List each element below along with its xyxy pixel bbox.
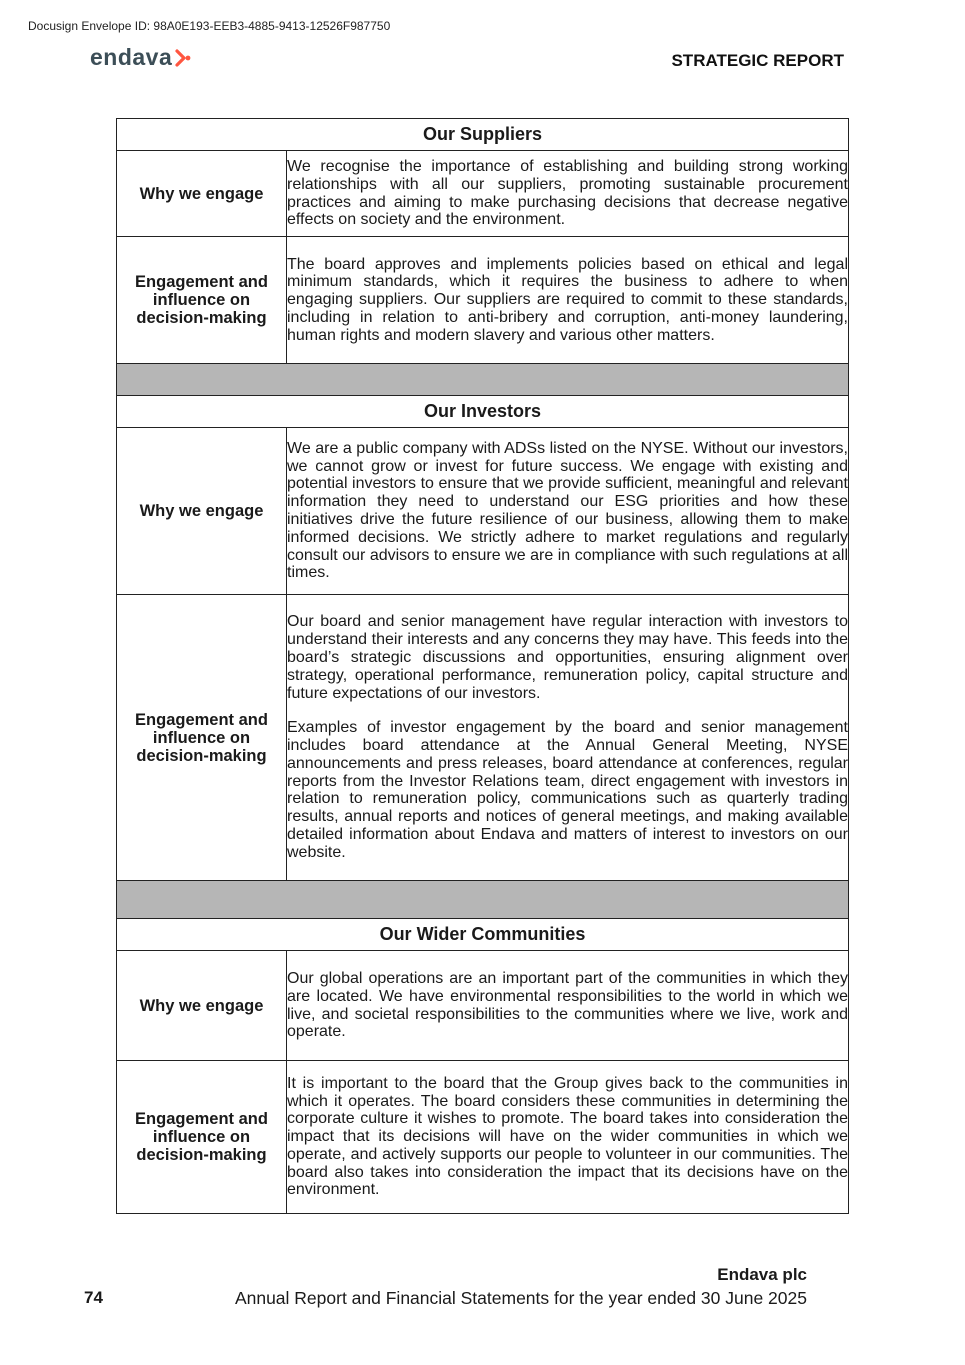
endava-logo	[90, 44, 191, 71]
communities-heading-row	[117, 919, 849, 951]
communities-engagement-label: Engagement and influence on decision-making	[117, 1061, 287, 1214]
stakeholder-table	[116, 118, 849, 1214]
communities-why-text: Our global operations are an important part of the communities in which they are located. We have environmental responsibilities to the world in which we live, and societal responsibilities to the communities where we live, work and operate.	[287, 951, 849, 1061]
suppliers-heading-row	[117, 119, 849, 151]
investors-engagement-paragraph: Examples of investor engagement by the board and senior management includes board attendance at the Annual General Meeting, NYSE announcements and press releases, board attendance at conferences, regular reports from the Investor Relations team, direct engagement with investors in relation to remuneration policy, communications such as quarterly trading results, annual reports and notices of general meetings, and making available detailed information about Endava and matters of interest to investors on our website.	[287, 719, 848, 861]
divider-band	[117, 881, 849, 919]
investors-heading-row	[117, 396, 849, 428]
section-divider	[117, 364, 849, 396]
investors-why-text: We are a public company with ADSs listed on the NYSE. Without our investors, we cannot grow or invest for future success. We engage with existing and potential investors to ensure that we provide sufficient, meaningful and relevant information they need to understand our ESG priorities and how these initiatives drive the future resilience of our business, allowing them to make informed decisions. We strictly adhere to market regulations and regularly consult our advisors to ensure we are in compliance with such regulations at all times.	[287, 428, 849, 595]
suppliers-why-row	[117, 151, 849, 237]
section-divider	[117, 881, 849, 919]
suppliers-engagement-row	[117, 237, 849, 364]
logo-wordmark: endava	[90, 44, 173, 70]
logo-mark-icon	[175, 49, 191, 67]
communities-engagement-text: It is important to the board that the Group gives back to the communities in which it operates. The board considers these communities in determining the corporate culture it wishes to promote. The board takes into consideration the impact that its decisions will have on the wider communities in which we operate, and actively supports our people to volunteer in our communities. The board also takes into consideration the impact that its decisions have on the environment.	[287, 1061, 849, 1214]
suppliers-engagement-text: The board approves and implements policies based on ethical and legal minimum standards, which it requires the business to adhere to when engaging suppliers. Our suppliers are required to commit to these standards, including in relation to anti-bribery and corruption, anti-money laundering, human rights and modern slavery and various other matters.	[287, 237, 849, 364]
investors-engagement-row	[117, 595, 849, 881]
divider-band	[117, 364, 849, 396]
page-number: 74	[84, 1288, 103, 1307]
communities-why-label: Why we engage	[117, 951, 287, 1061]
investors-engagement-paragraph: Our board and senior management have regular interaction with investors to understand their interests and any concerns they may have. This feeds into the board’s strategic discussions and opportunities, ensuring alignment over strategy, operational performance, remuneration policy, capital structure and future expectations of our investors.	[287, 613, 848, 702]
investors-engagement-text	[287, 595, 849, 881]
investors-engagement-label: Engagement and influence on decision-making	[117, 595, 287, 881]
communities-engagement-row	[117, 1061, 849, 1214]
investors-why-row	[117, 428, 849, 595]
suppliers-heading: Our Suppliers	[117, 119, 849, 151]
communities-why-row	[117, 951, 849, 1061]
suppliers-why-label: Why we engage	[117, 151, 287, 237]
suppliers-engagement-label: Engagement and influence on decision-making	[117, 237, 287, 364]
footer-report-title: Annual Report and Financial Statements for the year ended 30 June 2025	[234, 1288, 807, 1308]
investors-why-label: Why we engage	[117, 428, 287, 595]
communities-heading: Our Wider Communities	[117, 919, 849, 951]
section-title: STRATEGIC REPORT	[671, 51, 844, 70]
investors-heading: Our Investors	[117, 396, 849, 428]
footer-company: Endava plc	[717, 1265, 807, 1284]
suppliers-why-text: We recognise the importance of establishing and building strong working relationships with all our suppliers, promoting sustainable procurement practices and aiming to make purchasing decisions that decrease negative effects on society and the environment.	[287, 151, 849, 237]
docusign-envelope-id: Docusign Envelope ID: 98A0E193-EEB3-4885-9413-12526F987750	[28, 19, 391, 33]
